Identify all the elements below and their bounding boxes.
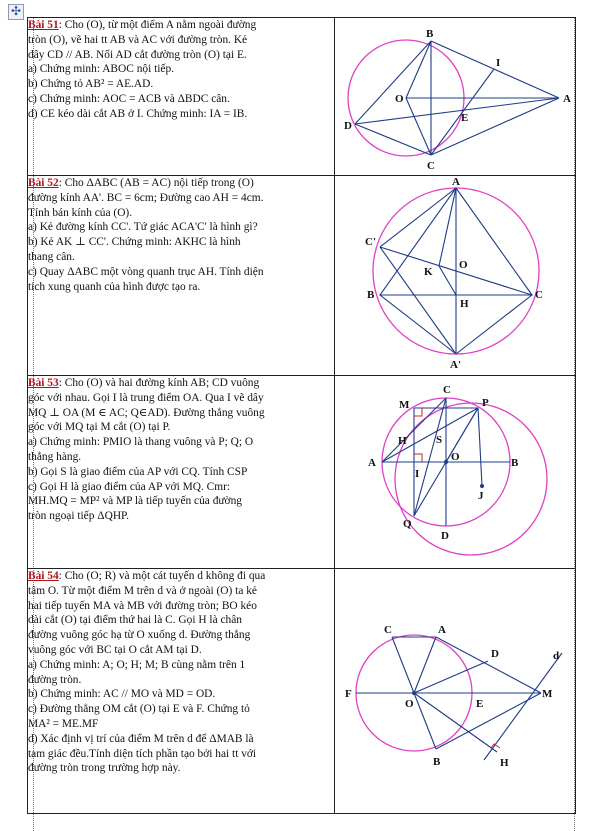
right-angle-h [491,744,500,748]
label-k: K [424,266,433,278]
tangent-ma [436,637,541,693]
segment-c1a1 [380,247,456,354]
label-o: O [395,93,404,105]
table-move-handle[interactable]: ✣ [8,4,24,20]
table-row [28,569,576,814]
label-d: D [344,120,352,132]
right-angle-m [414,408,422,416]
label-c: C [535,289,543,301]
label-o: O [451,451,460,463]
problem-52-text: Bài 52: Cho ΔABC (AB = AC) nội tiếp trong (O) đường kính AA'. BC = 6cm; Đường cao AH = 4cm. Tính bán kính của (O). a) Kẻ đường kính CC'. Tứ giác ACA'C' là hình gì? b) Kẻ AK ⊥ CC'. Chứng minh: AKHC là hình thang cân. c) Quay ΔABC một vòng quanh trục AH. Tính diện tích xung quanh của hình được tạo ra. [28,176,335,376]
label-f: F [345,688,352,700]
label-h: H [460,298,469,310]
label-line-d: d [553,650,560,662]
label-a: A [438,624,446,636]
problem-title: Bài 53 [28,377,59,389]
label-m: M [399,399,410,411]
right-angle-i [414,454,422,462]
segment-pj [478,408,482,486]
table-row [28,376,576,569]
point-j [480,484,484,488]
table-row [28,176,576,376]
label-b: B [367,289,375,301]
geometry-figure-53 [335,376,575,568]
problem-51-text: Bài 51: Cho (O), từ một điểm A nằm ngoài đường tròn (O), vẽ hai tt AB và AC với đường tròn. Kẻ dây CD // AB. Nối AD cắt đường tròn (O) tại E. a) Chứng minh: ABOC nội tiếp. b) Chứng tỏ AB² = AE.AD. c) Chứng minh: AOC = ACB và ΔBDC cân. d) CE kéo dài cắt AB ở I. Chứng minh: IA = IB. [28,18,335,176]
label-b: B [426,28,434,40]
label-a: A [563,93,571,105]
label-c: C [384,624,392,636]
segment-ap [382,408,478,462]
radius-ob [406,41,431,98]
label-i: I [415,468,420,480]
point-o [444,460,448,464]
problem-51-figure [335,18,576,176]
tangent-mb [436,693,541,749]
label-s: S [436,434,443,446]
problem-title: Bài 52 [28,177,59,189]
problem-53-figure [335,376,576,569]
label-j: J [478,490,484,502]
label-b: B [433,756,441,768]
table-row [28,18,576,176]
problem-54-text: Bài 54: Cho (O; R) và một cát tuyến d không đi qua tâm O. Từ một điểm M trên d và ở ngoài (O) ta kẻ hai tiếp tuyến MA và MB với đường tròn; BO kéo dài cắt (O) tại điểm thứ hai là C. Gọi H là chân đường vuông góc hạ từ O xuống d. Đường thẳng vuông góc với BC tại O cắt AM tại D. a) Chứng minh: A; O; H; M; B cùng nằm trên 1 đường tròn. b) Chứng minh: AC // MO và MD = OD. c) Đường thẳng OM cắt (O) tại E và F. Chứng tỏ MA² = ME.MF d) Xác định vị trí của điểm M trên d để ΔMAB là tam giác đều.Tính diện tích phần tạo bởi hai tt với đường tròn trong trường hợp này. [28,569,335,814]
geometry-figure-54 [335,569,575,813]
tangent-ab [431,41,559,98]
label-a: A [368,457,376,469]
label-c-prime: C' [365,236,376,248]
label-p: P [482,397,489,409]
problem-52-figure [335,176,576,376]
label-m: M [542,688,553,700]
point-o [412,691,416,695]
label-a: A [452,176,460,188]
problem-54-figure [335,569,576,814]
problems-table [27,17,576,814]
label-d: D [491,648,499,660]
label-b: B [511,457,519,469]
label-o: O [459,259,468,271]
problem-53-text: Bài 53: Cho (O) và hai đường kính AB; CD vuông góc với nhau. Gọi I là trung điểm OA. Qua I vẽ dây MQ ⊥ OA (M ∈ AC; Q∈AD). Đường thẳng vuông góc với MQ tại M cắt (O) tại P. a) Chứng minh: PMIO là thang vuông và P; Q; O thẳng hàng. b) Gọi S là giao điểm của AP với CQ. Tính CSP c) Gọi H là giao điểm của AP với MQ. Cmr: MH.MQ = MP² và MP là tiếp tuyến của đường tròn ngoại tiếp ΔQHP. [28,376,335,569]
problem-title: Bài 54 [28,570,59,582]
segment-db [355,41,431,124]
label-e: E [461,112,469,124]
problem-title: Bài 51 [28,19,59,31]
label-d: D [441,530,449,542]
label-i: I [496,57,501,69]
label-c: C [427,160,435,172]
label-h: H [500,757,509,769]
label-h: H [398,435,407,447]
label-e: E [476,698,484,710]
geometry-figure-52 [335,176,575,375]
geometry-figure-51 [335,18,575,175]
label-o: O [405,698,414,710]
label-a-prime: A' [450,359,461,371]
label-q: Q [403,518,412,530]
label-c: C [443,384,451,396]
